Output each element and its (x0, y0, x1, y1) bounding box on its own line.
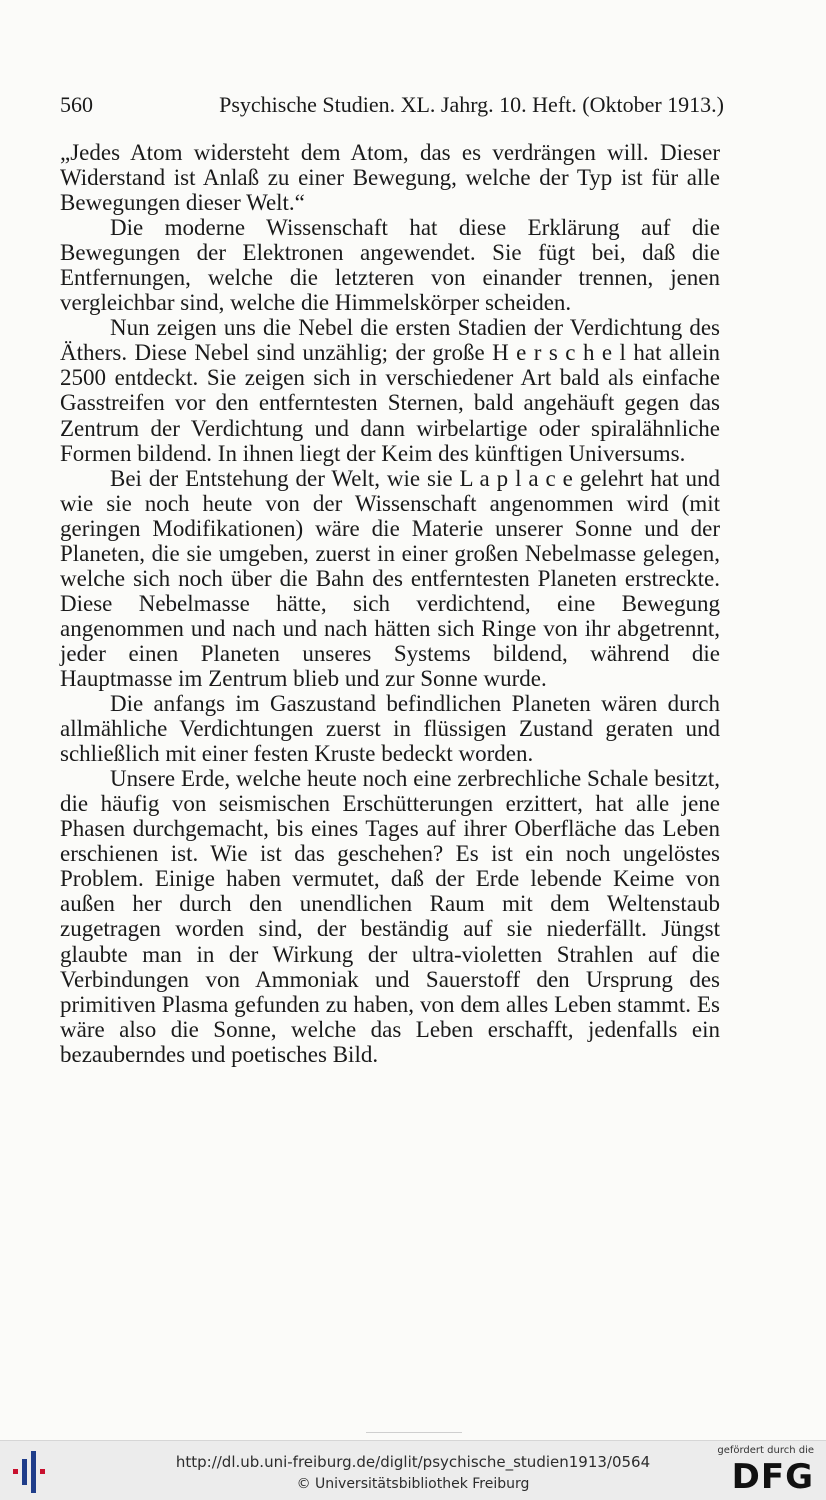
paragraph: Nun zeigen uns die Nebel die ersten Stadien der Verdichtung des Äthers. Diese Nebel sind unzählig; der große H e r s c h e l hat allein 2500 entdeckt. Sie zeigen sich in verschiedener Art bald als einfache Gasstreifen vor den entferntesten Sternen, bald angehäuft gegen das Zentrum der Verdichtung und dann wirbelartige oder spiralähnliche Formen bildend. In ihnen liegt der Keim des künftigen Universums. (60, 315, 720, 466)
dfg-logo: DFG (731, 1457, 814, 1497)
running-title: Psychische Studien. XL. Jahrg. 10. Heft. (Oktober 1913.) (219, 92, 724, 117)
running-header (60, 92, 724, 118)
paragraph: „Jedes Atom widersteht dem Atom, das es verdrängen will. Dieser Widerstand ist Anlaß zu einer Bewegung, welche der Typ ist für alle Bewegungen dieser Welt.“ (60, 140, 720, 216)
viewer-footer (0, 1440, 826, 1500)
sponsor-label: gefördert durch die (717, 1445, 814, 1456)
paragraph: Bei der Entstehung der Welt, wie sie L a p l a c e gelehrt hat und wie sie noch heute von der Wissenschaft angenommen wird (mit geringen Modifikationen) wäre die Materie unserer Sonne und der Planeten, die sie umgeben, zuerst in einer großen Nebelmasse gelegen, welche sich noch über die Bahn des entferntesten Planeten erstreckte. Diese Nebelmasse hätte, sich verdichtend, eine Bewegung angenommen und nach und nach hätten sich Ringe von ihr abgetrennt, jeder einen Planeten unseres Systems bildend, während die Hauptmasse im Zentrum blieb und zur Sonne wurde. (60, 465, 720, 691)
page-number: 560 (60, 92, 93, 117)
body-text (60, 140, 720, 1067)
page-bottom-rule (366, 1432, 462, 1433)
paragraph: Die anfangs im Gaszustand befindlichen Planeten wären durch allmähliche Verdichtungen zuerst in flüssigen Zustand geraten und schließlich mit einer festen Kruste bedeckt worden. (60, 691, 720, 767)
paragraph: Die moderne Wissenschaft hat diese Erklärung auf die Bewegungen der Elektronen angewendet. Sie fügt bei, daß die Entfernungen, welche die letzteren von einander trennen, jenen vergleichbar sind, welche die Himmelskörper scheiden. (60, 215, 720, 316)
paragraph: Unsere Erde, welche heute noch eine zerbrechliche Schale besitzt, die häufig von seismischen Erschütterungen erzittert, hat alle jene Phasen durchgemacht, bis eines Tages auf ihrer Oberfläche das Leben erschienen ist. Wie ist das geschehen? Es ist ein noch ungelöstes Problem. Einige haben vermutet, daß der Erde lebende Keime von außen her durch den unendlichen Raum mit dem Weltenstaub zugetragen worden sind, der beständig auf sie niederfällt. Jüngst glaubte man in der Wirkung der ultra-violetten Strahlen auf die Verbindungen von Ammoniak und Sauerstoff den Ursprung des primitiven Plasma gefunden zu haben, von dem alles Leben stammt. Es wäre also die Sonne, welche das Leben erschafft, jedenfalls ein bezauberndes und poetisches Bild. (60, 766, 720, 1067)
copyright-notice: © Universitätsbibliothek Freiburg (296, 1476, 530, 1492)
permalink-url[interactable]: http://dl.ub.uni-freiburg.de/diglit/psychische_studien1913/0564 (175, 1453, 651, 1471)
